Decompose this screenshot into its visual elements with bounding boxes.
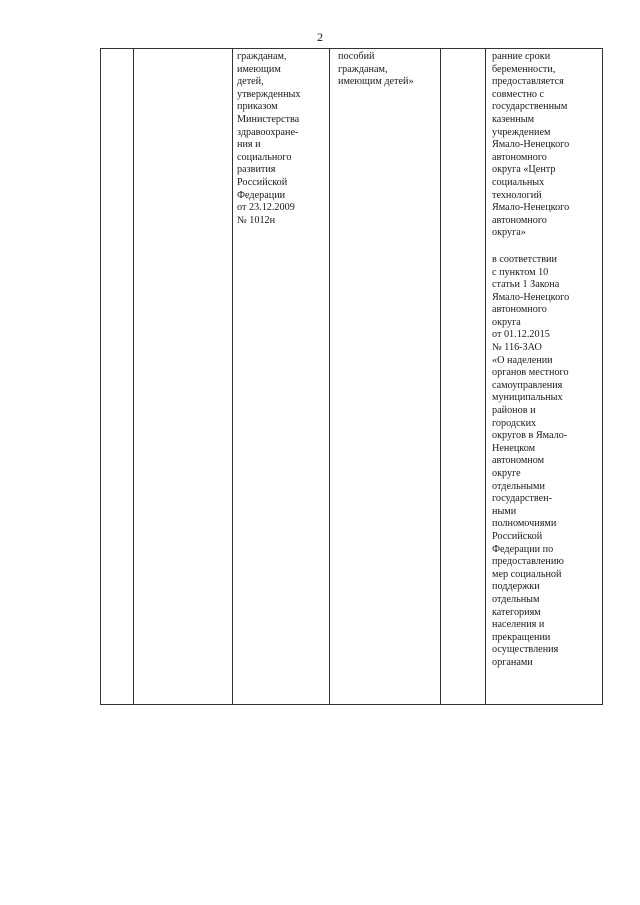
table-row	[101, 49, 603, 705]
cell-col4-service-name	[330, 49, 441, 705]
cell-col2	[134, 49, 233, 705]
cell-col6-para2: в соответствии с пунктом 10 статьи 1 Закона Ямало-Ненецкого автономного округа от 01.12.2015 № 116-ЗАО «О наделении органов местного самоуправления муниципальных районов и городских округов в Ямало- Ненецком автономном округе отдельными государствен- ными полномочиями Российской Федерации по предоставлению мер социальной поддержки отдельным категориям населения и прекращении осуществления органами	[492, 253, 570, 668]
cell-col6-para1: ранние сроки беременности, предоставляется совместно с государственным казенным учреждением Ямало-Ненецкого автономного округа «Центр социальных технологий Ямало-Ненецкого автономного округа»	[492, 51, 570, 239]
cell-col4-text: пособий гражданам, имеющим детей»	[338, 51, 414, 88]
cell-col6-notes	[486, 49, 603, 705]
services-table	[100, 48, 603, 705]
cell-col5-text	[441, 49, 485, 51]
paragraph-gap	[486, 240, 602, 252]
page-number: 2	[317, 30, 323, 44]
cell-col5	[441, 49, 486, 705]
cell-col3-legal-basis	[233, 49, 330, 705]
cell-col1	[101, 49, 134, 705]
cell-col3-text: гражданам, имеющим детей, утвержденных приказом Министерства здравоохране- ния и социального развития Российской Федерации от 23.12.2009 № 1012н	[237, 51, 301, 226]
cell-col2-text	[134, 49, 232, 51]
cell-col1-text	[101, 49, 133, 51]
